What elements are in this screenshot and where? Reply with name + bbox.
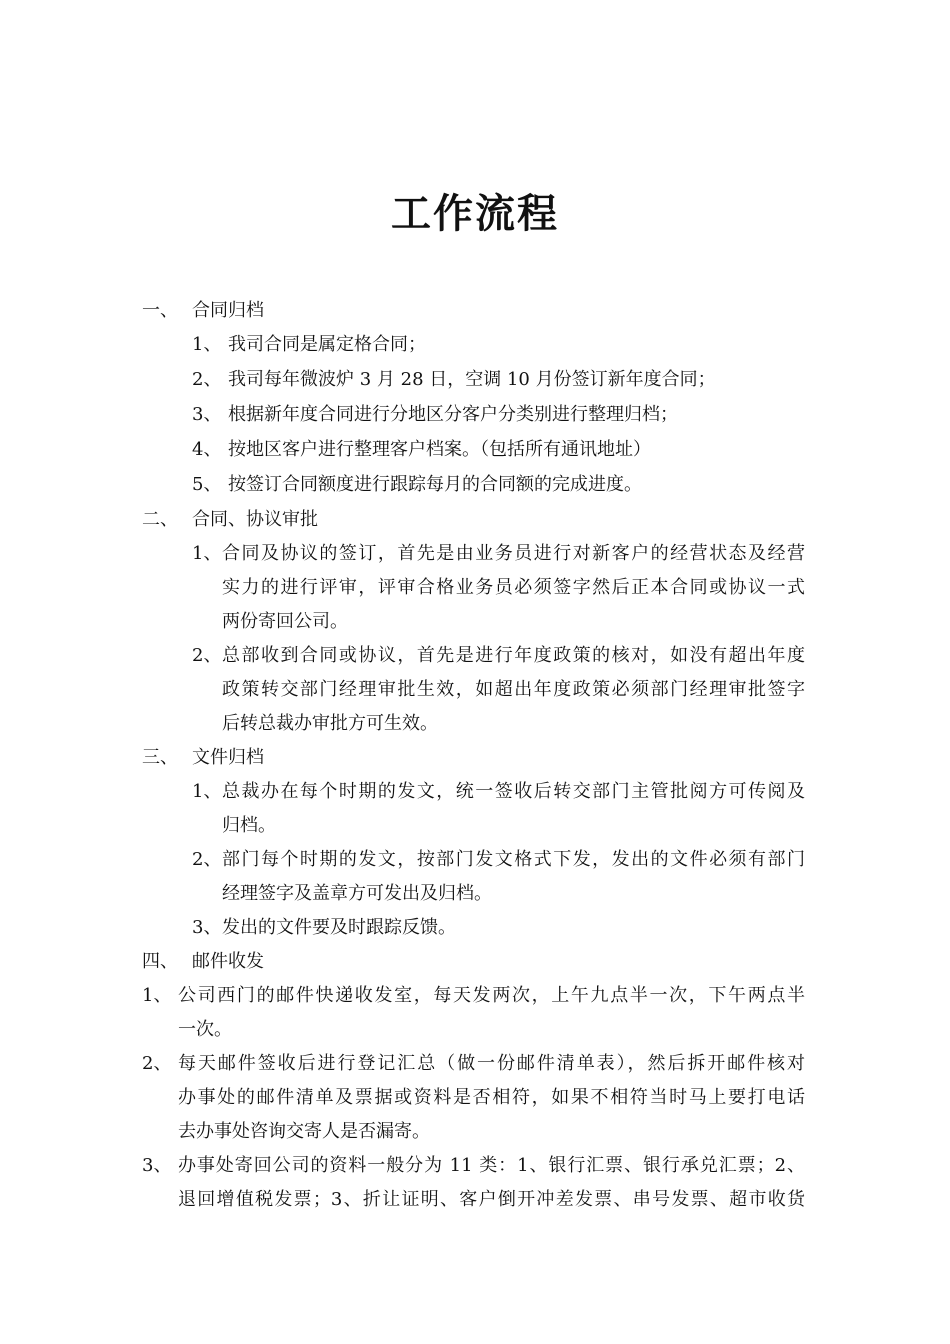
- list-item-text: 合同及协议的签订，首先是由业务员进行对新客户的经营状态及经营: [222, 543, 805, 564]
- section-heading: 文件归档: [192, 747, 264, 768]
- list-item-marker: 1、: [142, 985, 172, 1006]
- list-item-text: 总裁办在每个时期的发文，统一签收后转交部门主管批阅方可传阅及: [222, 781, 805, 802]
- list-item-text: 我司每年微波炉 3 月 28 日，空调 10 月份签订新年度合同；: [228, 369, 716, 390]
- list-item-text: 去办事处咨询交寄人是否漏寄。: [178, 1121, 430, 1142]
- section-heading: 邮件收发: [192, 951, 264, 972]
- list-item-text: 一次。: [178, 1019, 232, 1040]
- list-item-text: 两份寄回公司。: [222, 611, 348, 632]
- list-item-text: 办事处寄回公司的资料一般分为 11 类：1、银行汇票、银行承兑汇票；2、: [178, 1155, 805, 1176]
- list-item-text: 经理签字及盖章方可发出及归档。: [222, 883, 492, 904]
- list-item-text: 归档。: [222, 815, 276, 836]
- list-item-text: 按签订合同额度进行跟踪每月的合同额的完成进度。: [228, 474, 642, 495]
- list-item-text: 我司合同是属定格合同；: [228, 334, 426, 355]
- section-marker: 二、: [142, 509, 178, 530]
- section-marker: 三、: [142, 747, 178, 768]
- list-item-text: 部门每个时期的发文，按部门发文格式下发，发出的文件必须有部门: [222, 849, 805, 870]
- list-item-text: 实力的进行评审，评审合格业务员必须签字然后正本合同或协议一式: [222, 577, 805, 598]
- list-item-marker: 3、: [142, 1155, 172, 1176]
- list-item-marker: 3、: [192, 917, 222, 938]
- list-item-text: 办事处的邮件清单及票据或资料是否相符，如果不相符当时马上要打电话: [178, 1087, 805, 1108]
- section-heading: 合同、协议审批: [192, 509, 318, 530]
- list-item-text: 政策转交部门经理审批生效，如超出年度政策必须部门经理审批签字: [222, 679, 805, 700]
- list-item-text: 公司西门的邮件快递收发室，每天发两次，上午九点半一次，下午两点半: [178, 985, 805, 1006]
- list-item-text: 退回增值税发票；3、折让证明、客户倒开冲差发票、串号发票、超市收货: [178, 1189, 805, 1210]
- section-heading: 合同归档: [192, 300, 264, 321]
- page-title: 工作流程: [391, 191, 559, 237]
- list-item-marker: 1、: [192, 781, 222, 802]
- list-item-marker: 1、: [192, 543, 222, 564]
- list-item-text: 后转总裁办审批方可生效。: [222, 713, 438, 734]
- section-marker: 一、: [142, 300, 178, 321]
- list-item-marker: 4、: [192, 439, 222, 460]
- list-item-text: 每天邮件签收后进行登记汇总（做一份邮件清单表），然后拆开邮件核对: [178, 1053, 805, 1074]
- list-item-marker: 3、: [192, 404, 222, 425]
- list-item-marker: 2、: [192, 849, 222, 870]
- section-marker: 四、: [142, 951, 178, 972]
- list-item-text: 根据新年度合同进行分地区分客户分类别进行整理归档；: [228, 404, 678, 425]
- list-item-marker: 2、: [142, 1053, 172, 1074]
- list-item-marker: 2、: [192, 645, 222, 666]
- list-item-marker: 2、: [192, 369, 222, 390]
- list-item-text: 按地区客户进行整理客户档案。（包括所有通讯地址）: [228, 439, 651, 460]
- list-item-text: 总部收到合同或协议，首先是进行年度政策的核对，如没有超出年度: [222, 645, 805, 666]
- list-item-marker: 1、: [192, 334, 222, 355]
- list-item-text: 发出的文件要及时跟踪反馈。: [222, 917, 456, 938]
- list-item-marker: 5、: [192, 474, 222, 495]
